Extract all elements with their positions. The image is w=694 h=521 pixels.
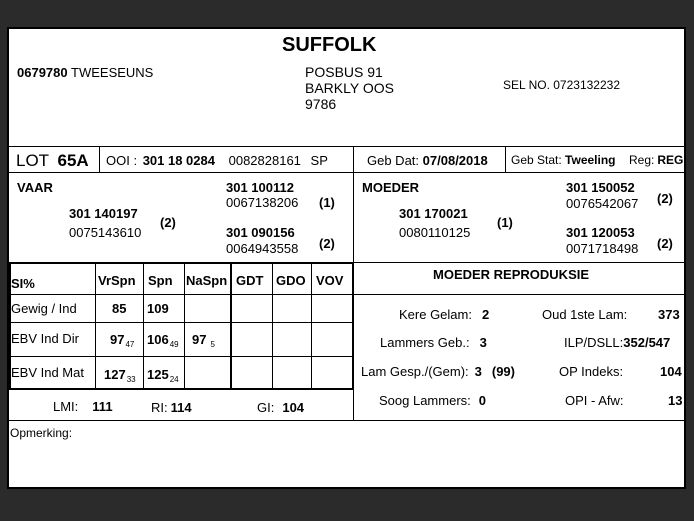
address-line-2: BARKLY OOS	[305, 80, 394, 96]
remarks-label: Opmerking:	[10, 426, 73, 440]
sire-number: 301 140197	[69, 206, 138, 221]
lam-gesp-value: 3	[474, 364, 482, 379]
ilp-label: ILP/DSLL:	[564, 335, 624, 350]
ebv-dir-vrspn-acc: 47	[125, 340, 135, 349]
lam-gesp-label: Lam Gesp./(Gem):	[361, 364, 469, 379]
ooi-number: 301 18 0284	[142, 153, 215, 168]
kere-gelam	[399, 307, 489, 322]
ebv-dir-naspn-value: 97	[192, 332, 207, 347]
dam-dam-count: (2)	[657, 236, 673, 251]
op-indeks-value: 104	[660, 364, 682, 379]
reg-label: Reg:	[629, 153, 655, 167]
dam-sire-count: (2)	[657, 191, 673, 206]
birth-value: 07/08/2018	[422, 153, 488, 168]
row-label-ebv-dir: EBV Ind Dir	[11, 331, 79, 346]
ooi-label: OOI :	[106, 153, 138, 168]
header-naspn: NaSpn	[186, 273, 228, 288]
registration	[629, 153, 683, 167]
sire-dam-count: (2)	[319, 236, 335, 251]
cell-label: SEL NO.	[503, 78, 550, 92]
birth-status-label: Geb Stat:	[511, 153, 562, 167]
lmi	[53, 399, 113, 414]
opi-afw-label: OPI - Afw:	[565, 393, 624, 408]
birth-label: Geb Dat:	[367, 153, 420, 168]
opi-afw-value: 13	[668, 393, 683, 408]
soog-lammers	[379, 393, 486, 408]
gi-value: 104	[282, 400, 305, 415]
address-line-3: 9786	[305, 96, 337, 112]
sire-sire-id: 0067138206	[226, 195, 299, 210]
ebv-mat-vrspn	[104, 367, 136, 384]
header-si: SI%	[11, 276, 35, 291]
dam-count: (1)	[497, 215, 513, 230]
owner-name: TWEESEUNS	[71, 65, 154, 80]
dam-number: 301 170021	[399, 206, 468, 221]
dam-dam-number: 301 120053	[566, 225, 635, 240]
ri	[151, 400, 192, 415]
row-label-gewig: Gewig / Ind	[11, 301, 77, 316]
owner	[17, 65, 153, 80]
sire-dam-number: 301 090156	[226, 225, 295, 240]
soog-label: Soog Lammers:	[379, 393, 471, 408]
op-indeks-label: OP Indeks:	[559, 364, 624, 379]
ooi-sp: SP	[310, 153, 328, 168]
ri-label: RI:	[151, 400, 168, 415]
owner-code: 0679780	[17, 65, 68, 80]
header-vov: VOV	[316, 273, 344, 288]
lot-label: LOT	[16, 151, 49, 170]
ri-value: 114	[170, 400, 192, 415]
birth-date	[367, 153, 488, 168]
sale-card	[7, 27, 686, 489]
lammers-geb-label: Lammers Geb.:	[380, 335, 470, 350]
ebv-mat-spn-acc: 24	[169, 375, 179, 384]
header-gdo: GDO	[276, 273, 306, 288]
lam-gesp	[361, 364, 515, 379]
oud-1ste-lam-value: 373	[658, 307, 680, 322]
lot-number: 65A	[57, 151, 89, 170]
ebv-mat-vrspn-acc: 33	[126, 375, 136, 384]
lmi-value: 111	[92, 399, 113, 414]
ebv-mat-spn	[147, 367, 179, 384]
ilp-value: 352/547	[623, 335, 671, 350]
gewig-spn: 109	[147, 301, 169, 316]
lammers-geb	[380, 335, 487, 350]
sire-dam-id: 0064943558	[226, 241, 299, 256]
breed-title: SUFFOLK	[282, 34, 377, 56]
lammers-geb-value: 3	[479, 335, 487, 350]
ebv-mat-vrspn-value: 127	[104, 367, 126, 382]
ilp-dsll	[564, 335, 670, 350]
ooi-id: 0082828161	[228, 153, 301, 168]
ebv-dir-vrspn-value: 97	[110, 332, 125, 347]
reproduction-title: MOEDER REPRODUKSIE	[433, 267, 590, 282]
sire-sire-count: (1)	[319, 195, 335, 210]
sire-label: VAAR	[17, 180, 53, 195]
birth-status	[511, 153, 616, 167]
ebv-mat-spn-value: 125	[147, 367, 169, 382]
lot	[16, 151, 89, 171]
kere-gelam-label: Kere Gelam:	[399, 307, 472, 322]
gi-label: GI:	[257, 400, 275, 415]
kere-gelam-value: 2	[481, 307, 490, 322]
address-line-1: POSBUS 91	[305, 64, 383, 80]
dam-id: 0080110125	[399, 225, 471, 240]
birth-status-value: Tweeling	[565, 153, 616, 167]
dam-dam-id: 0071718498	[566, 241, 639, 256]
lam-gesp-gem: (99)	[491, 364, 515, 379]
ebv-dir-vrspn	[110, 332, 134, 349]
ebv-dir-spn-acc: 49	[169, 340, 179, 349]
reg-value: REG	[657, 153, 684, 167]
lmi-label: LMI:	[53, 399, 79, 414]
oud-1ste-lam-label: Oud 1ste Lam:	[542, 307, 628, 322]
sire-sire-number: 301 100112	[226, 180, 294, 195]
dam-label: MOEDER	[362, 180, 420, 195]
header-vrspn: VrSpn	[98, 273, 136, 288]
dam-sire-id: 0076542067	[566, 196, 639, 211]
header-gdt: GDT	[236, 273, 264, 288]
ebv-dir-spn-value: 106	[147, 332, 169, 347]
ebv-dir-naspn-acc: 5	[210, 340, 215, 349]
dam-sire-number: 301 150052	[566, 180, 635, 195]
soog-value: 0	[478, 393, 486, 408]
sire-id: 0075143610	[69, 225, 142, 240]
cell-value: 0723132232	[553, 78, 620, 92]
cell-number	[503, 78, 620, 92]
row-label-ebv-mat: EBV Ind Mat	[11, 365, 84, 380]
header-spn: Spn	[148, 273, 173, 288]
ooi	[106, 153, 328, 168]
ebv-dir-spn	[147, 332, 179, 349]
gewig-vrspn: 85	[112, 301, 127, 316]
gi	[257, 400, 304, 415]
ebv-dir-naspn	[192, 332, 215, 349]
sire-count: (2)	[160, 215, 176, 230]
